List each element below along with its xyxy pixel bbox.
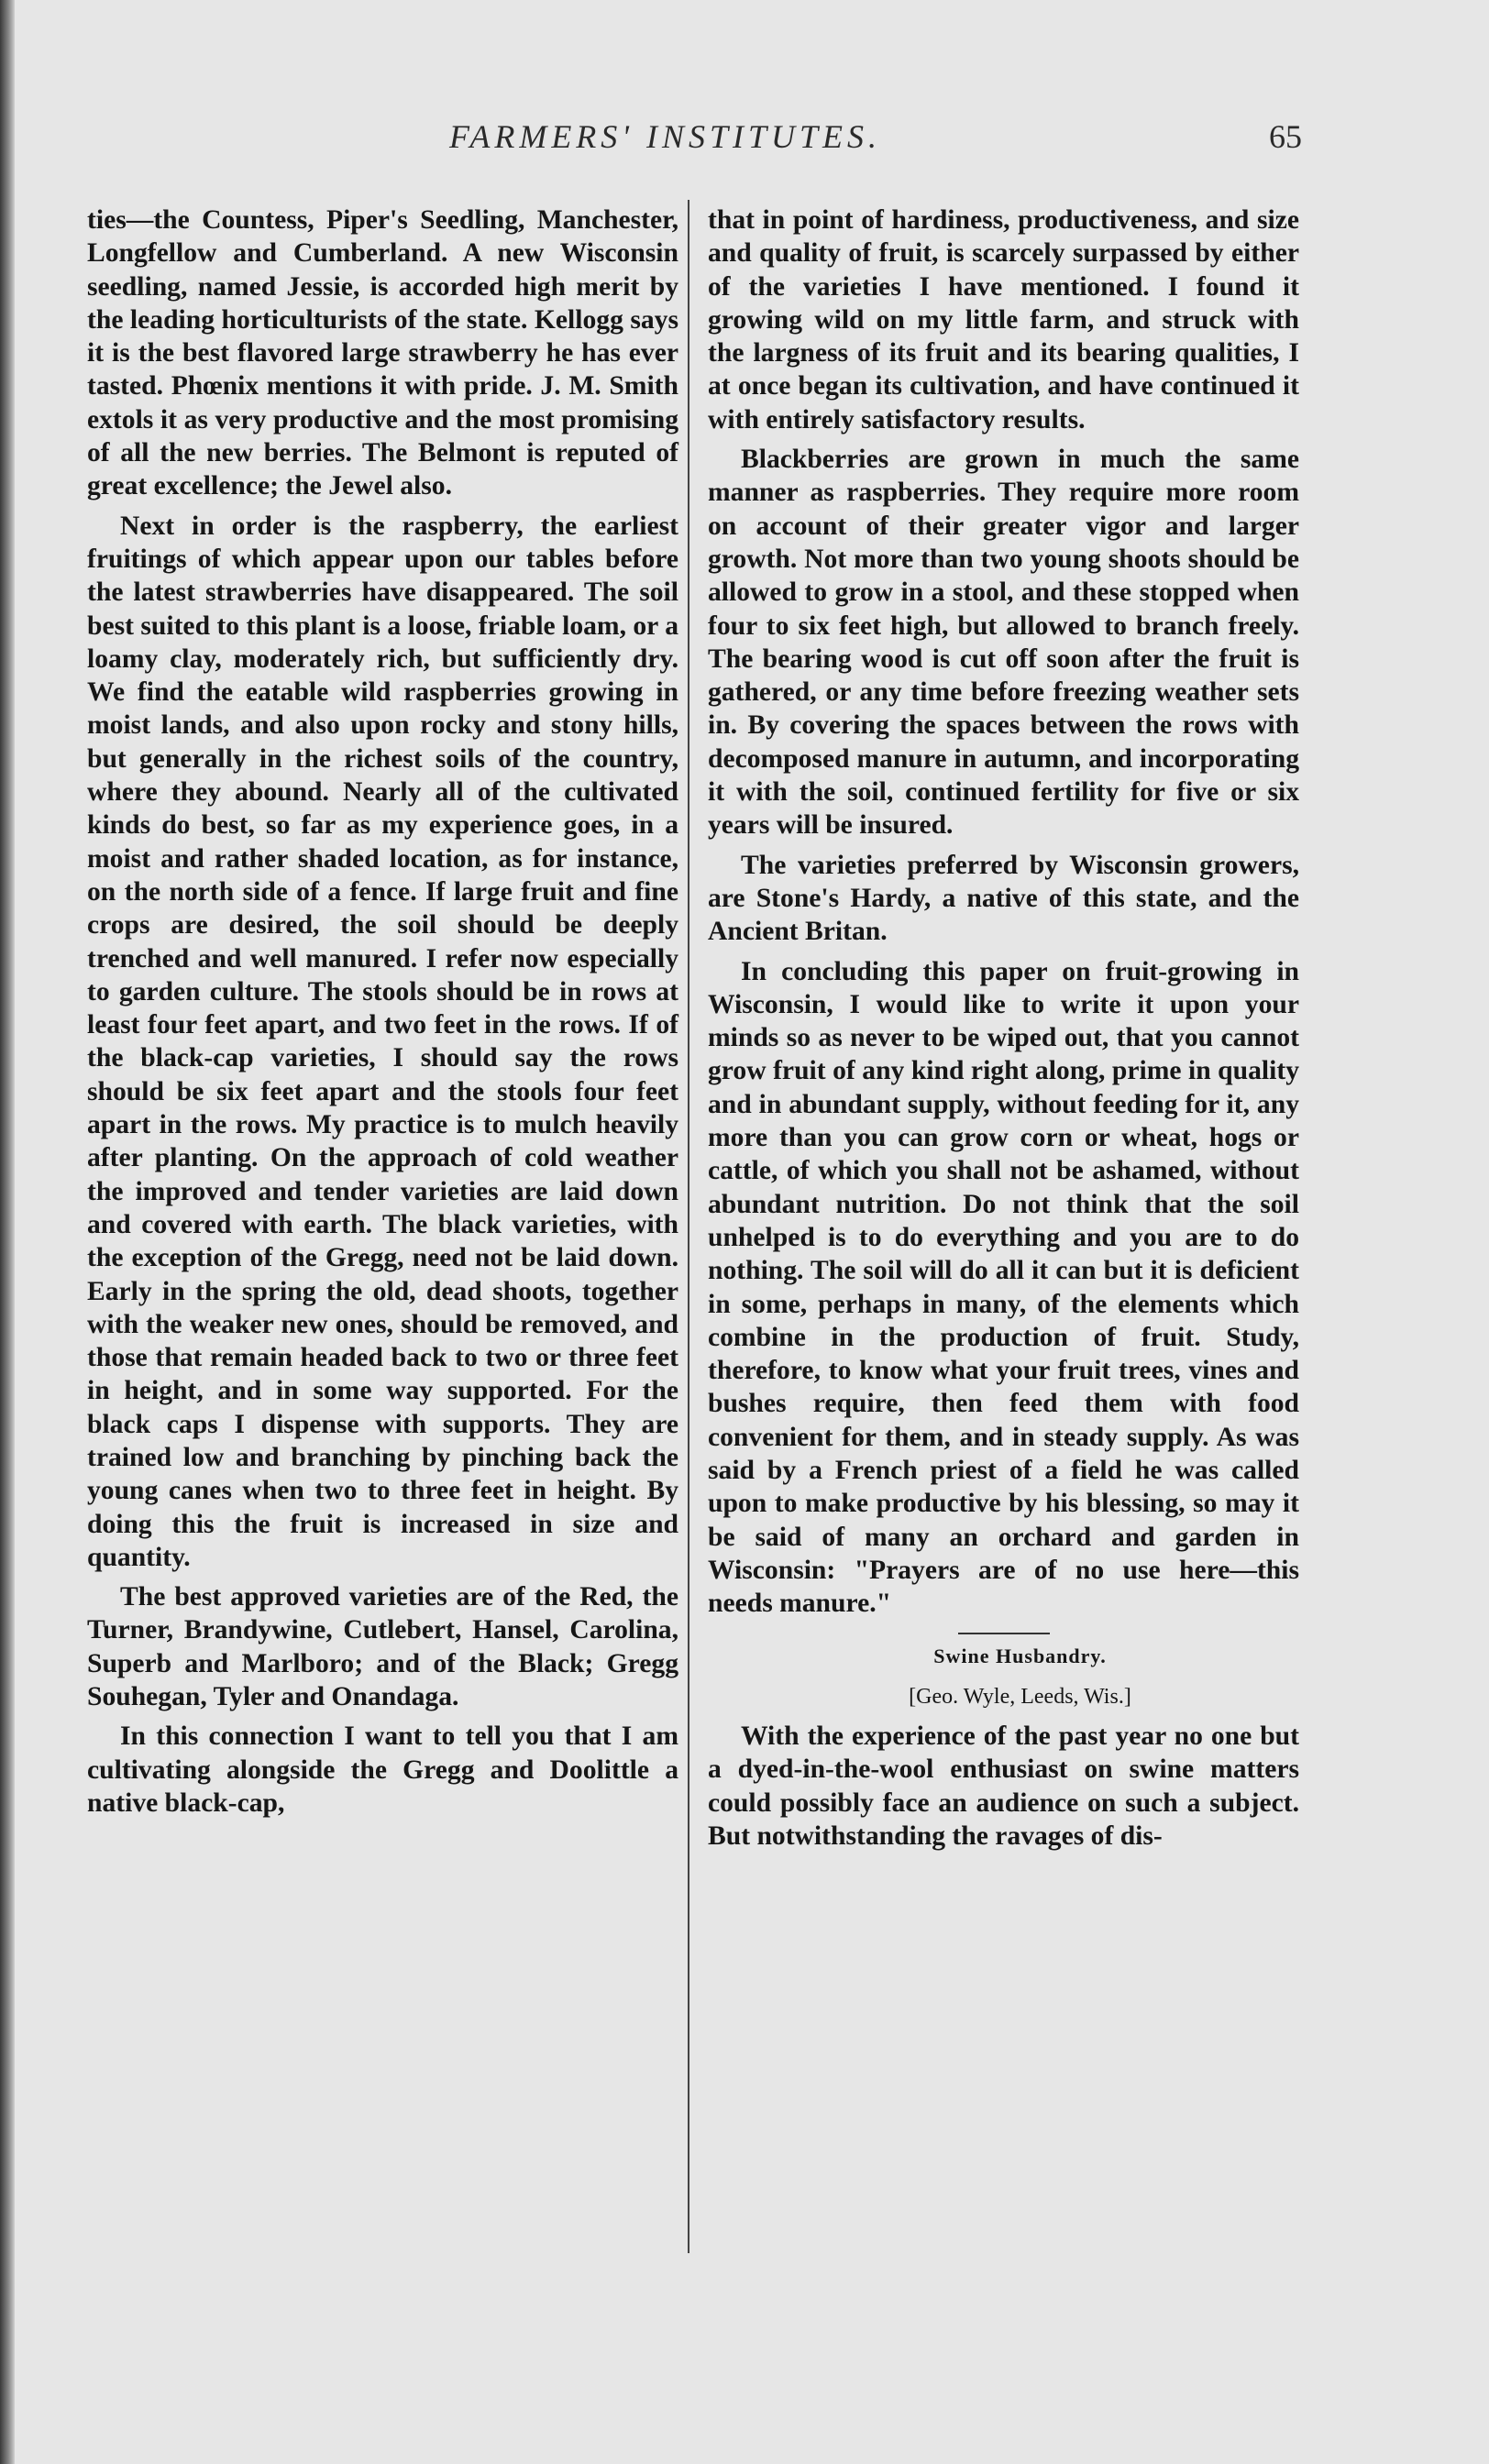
- paragraph: In concluding this paper on fruit-growing in Wisconsin, I would like to write it upon your minds so as never to be wiped out, that you cannot grow fruit of any kind right along, prime in quality and in abundant supply, without feeding for it, any more than you can grow corn or wheat, hogs or cattle, of which you shall not be ashamed, without abundant nutrition. Do not think that the soil unhelped is to do everything and you are to do nothing. The soil will do all it can but it is deficient in some, perhaps in many, of the elements which combine in the production of fruit. Study, therefore, to know what your fruit trees, vines and bushes require, then feed them with food convenient for them, and in steady supply. As was said by a French priest of a field he was called upon to make productive by his blessing, so may it be said of many an orchard and garden in Wisconsin: "Prayers are of no use here—this needs manure.": [708, 956, 1299, 1619]
- running-title: FARMERS' INSTITUTES.: [449, 118, 882, 155]
- paragraph: In this connection I want to tell you that I am cultivating alongside the Gregg and Doolittle a native black-cap,: [87, 1722, 678, 1818]
- paragraph: With the experience of the past year no one but a dyed-in-the-wool enthusiast on swine matters could possibly face an audience on such a subject. But notwithstanding the ravages of dis-: [708, 1722, 1299, 1851]
- section-separator: [958, 1633, 1050, 1634]
- left-column: [87, 204, 678, 1826]
- section-title: Swine Husbandry.: [933, 1644, 1107, 1668]
- paragraph: The varieties preferred by Wisconsin growers, are Stone's Hardy, a native of this state, and the Ancient Britan.: [708, 850, 1299, 947]
- right-column: [708, 204, 1299, 1859]
- paragraph: that in point of hardiness, productiveness, and size and quality of fruit, is scarcely surpassed by either of the varieties I have mentioned. I found it growing wild on my little farm, and struck with the largness of its fruit and its bearing qualities, I at once began its cultivation, and have continued it with entirely satisfactory results.: [708, 205, 1299, 434]
- paragraph: The best approved varieties are of the Red, the Turner, Brandywine, Cutlebert, Hansel, Carolina, Superb and Marlboro; and of the Black; Gregg Souhegan, Tyler and Onandaga.: [87, 1582, 678, 1712]
- author-byline: [Geo. Wyle, Leeds, Wis.]: [909, 1684, 1131, 1709]
- paragraph: ties—the Countess, Piper's Seedling, Manchester, Longfellow and Cumberland. A new Wisconsin seedling, named Jessie, is accorded high merit by the leading horticulturists of the state. Kellogg says it is the best flavored large strawberry he has ever tasted. Phœnix mentions it with pride. J. M. Smith extols it as very productive and the most promising of all the new berries. The Belmont is reputed of great excellence; the Jewel also.: [87, 205, 678, 501]
- book-spine-shadow: [0, 0, 15, 2464]
- paragraph: Next in order is the raspberry, the earliest fruitings of which appear upon our tables before the latest strawberries have disappeared. The soil best suited to this plant is a loose, friable loam, or a loamy clay, moderately rich, but sufficiently dry. We find the eatable wild raspberries growing in moist lands, and also upon rocky and stony hills, but generally in the richest soils of the country, where they abound. Nearly all of the cultivated kinds do best, so far as my experience goes, in a moist and rather shaded location, as for instance, on the north side of a fence. If large fruit and fine crops are desired, the soil should be deeply trenched and well manured. I refer now especially to garden culture. The stools should be in rows at least four feet apart, and two feet in the rows. If of the black-cap varieties, I should say the rows should be six feet apart and the stools four feet apart in the rows. My practice is to mulch heavily after planting. On the approach of cold weather the improved and tender varieties are laid down and covered with earth. The black varieties, with the exception of the Gregg, need not be laid down. Early in the spring the old, dead shoots, together with the weaker new ones, should be removed, and those that remain headed back to two or three feet in height, and in some way supported. For the black caps I dispense with supports. They are trained low and branching by pinching back the young canes when two to three feet in height. By doing this the fruit is increased in size and quantity.: [87, 511, 678, 1572]
- page-header: [138, 117, 1302, 169]
- paragraph: Blackberries are grown in much the same manner as raspberries. They require more room on account of their greater vigor and larger growth. Not more than two young shoots should be allowed to grow in a stool, and these stopped when four to six feet high, but allowed to branch freely. The bearing wood is cut off soon after the fruit is gathered, or any time before freezing weather sets in. By covering the spaces between the rows with decomposed manure in autumn, and incorporating it with the soil, continued fertility for five or six years will be insured.: [708, 445, 1299, 841]
- page-number: 65: [1269, 118, 1302, 155]
- column-divider: [688, 200, 689, 2253]
